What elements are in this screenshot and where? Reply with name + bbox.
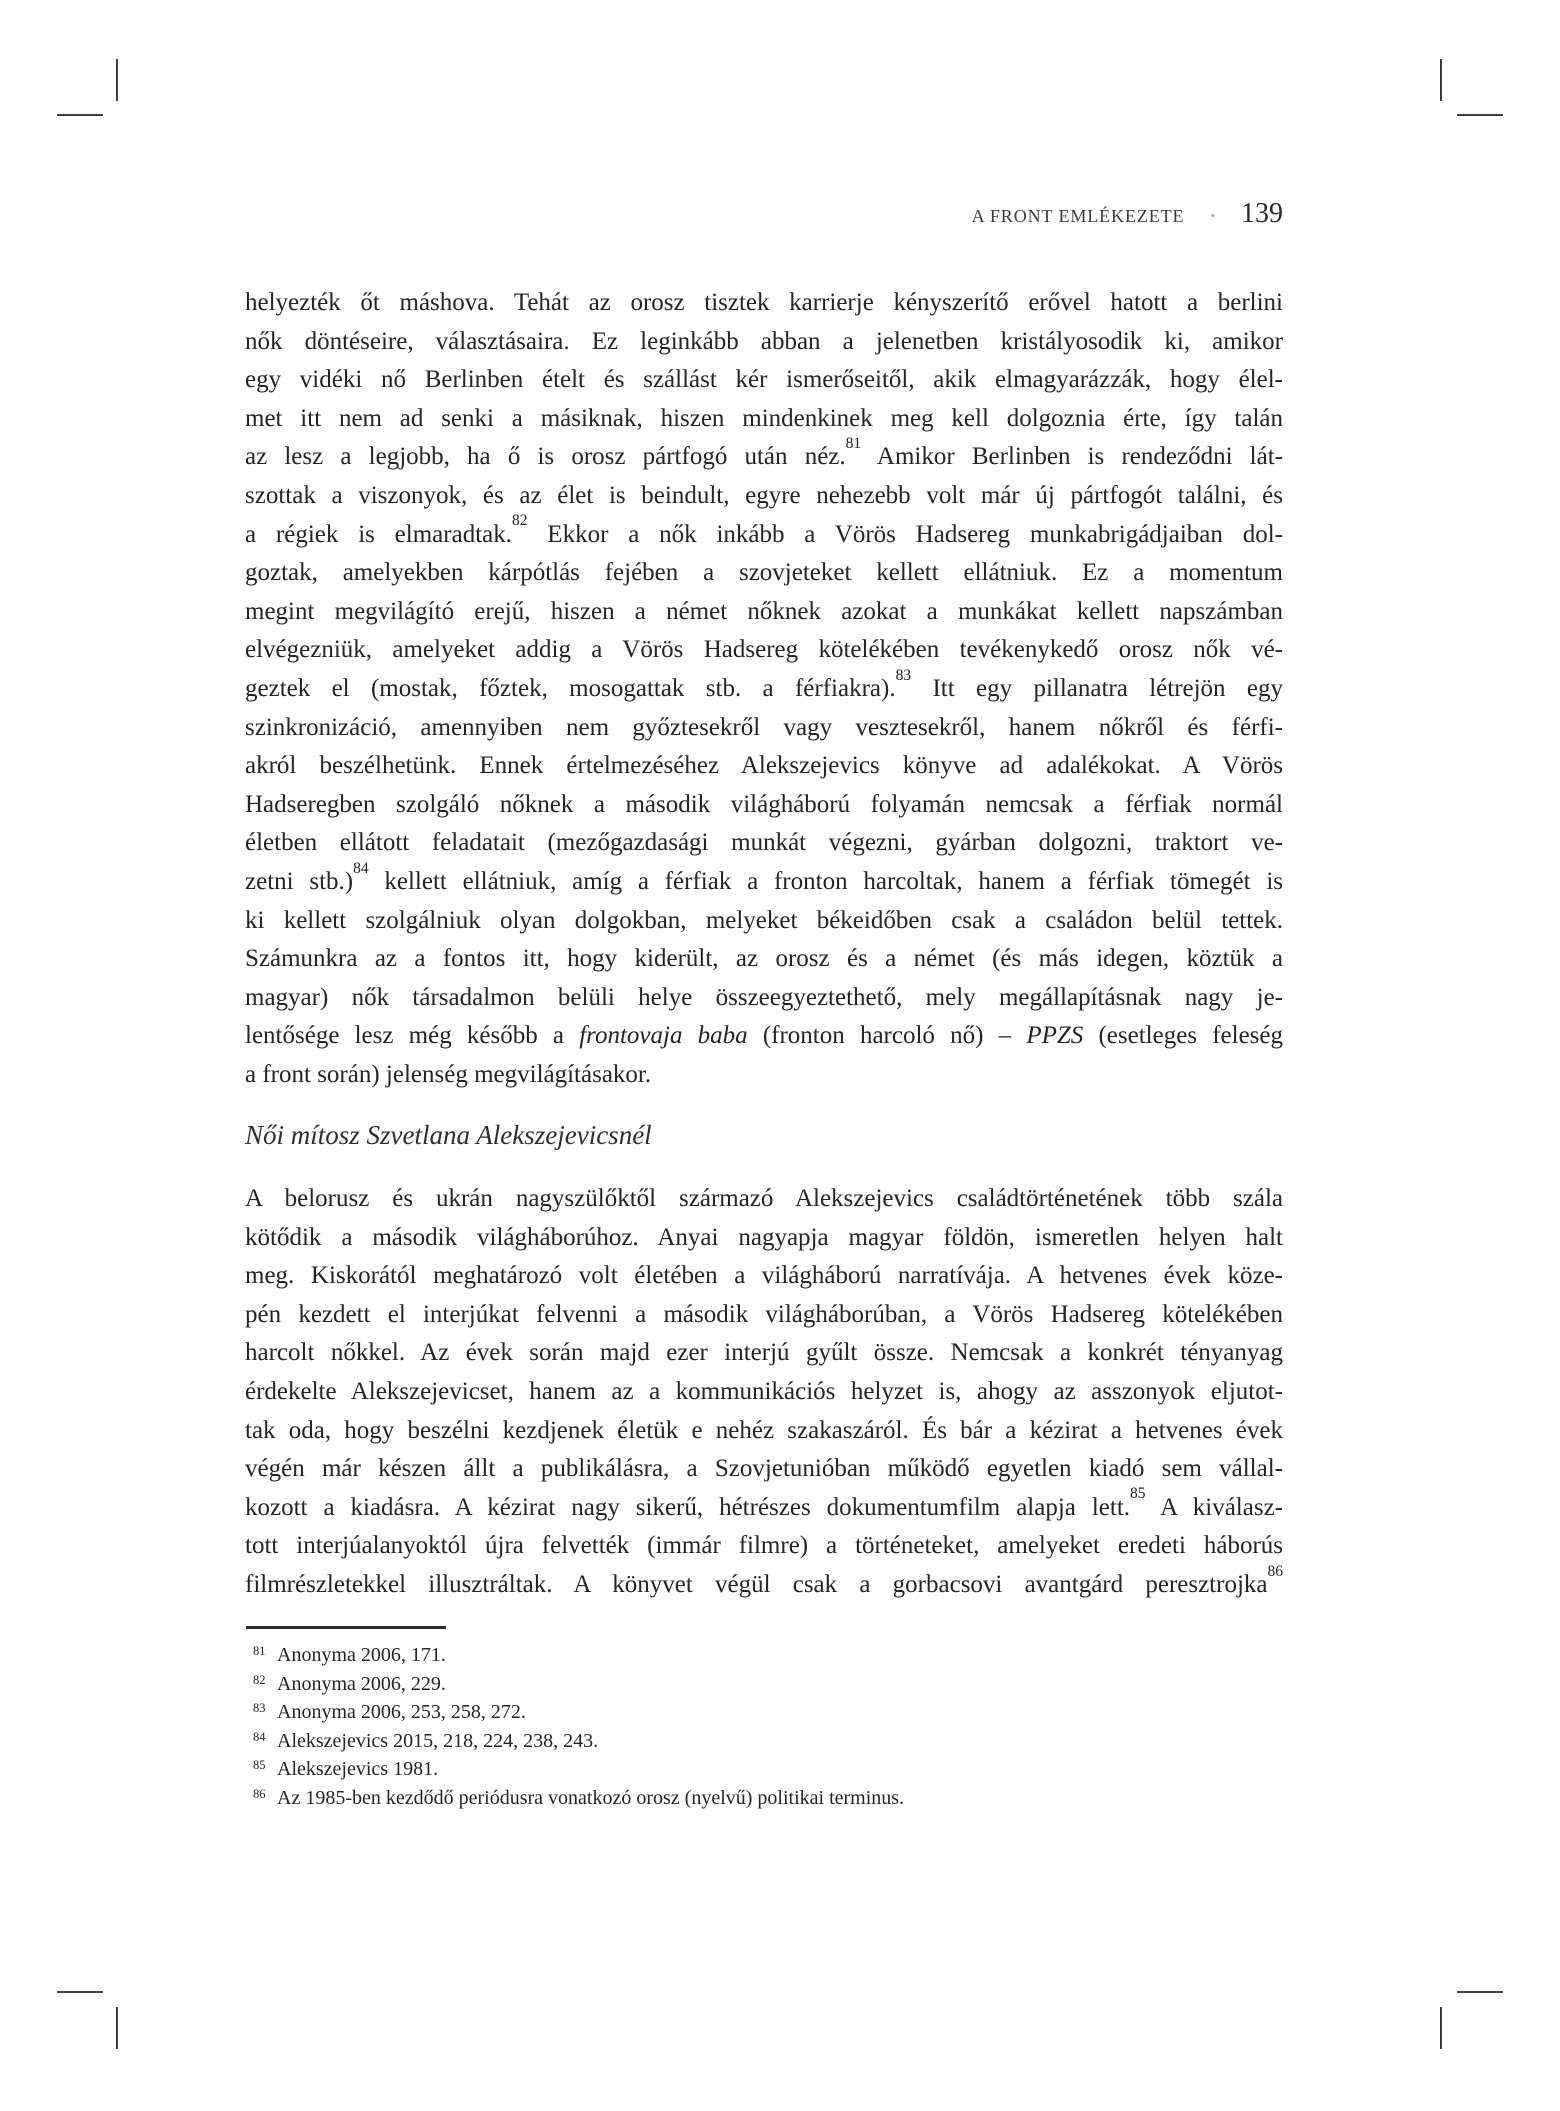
footnote-ref: 83 xyxy=(895,666,912,684)
text-run: helyezték őt máshova. Tehát az orosz tisztek karrierje kényszerítő erővel hatott a berlini xyxy=(245,289,1283,316)
text-line xyxy=(245,512,1283,555)
text-line xyxy=(245,435,1283,477)
text-run: kötődik a második világháborúhoz. Anyai nagyapja magyar földön, ismeretlen helyen halt xyxy=(245,1223,1283,1251)
footnote xyxy=(245,1641,1283,1670)
footnotes xyxy=(245,1641,1283,1812)
text-run: egy vidéki nő Berlinben ételt és szállást kér ismerőseitől, akik elmagyarázzák, hogy élel- xyxy=(245,366,1283,394)
text-line xyxy=(245,902,1283,941)
text-line xyxy=(245,747,1283,786)
text-line xyxy=(245,361,1283,400)
footnote-number: 81 xyxy=(253,1644,266,1658)
running-head-title: A FRONT EMLÉKEZETE xyxy=(971,206,1185,226)
text-run: pén kezdett el interjúkat felvenni a második világháborúban, a Vörös Hadsereg kötelékében xyxy=(245,1300,1283,1328)
footnote-ref: 86 xyxy=(1267,1562,1283,1580)
footnote-number: 84 xyxy=(253,1729,266,1744)
footnote-text: Az 1985-ben kezdődő periódusra vonatkozó orosz (nyelvű) politikai terminus. xyxy=(277,1786,905,1809)
text-line xyxy=(245,1485,1283,1528)
crop-mark-top-left-vertical xyxy=(116,59,118,101)
text-run: Hadseregben szolgáló nőknek a második világháború folyamán nemcsak a férfiak normál xyxy=(245,790,1283,818)
crop-mark-bottom-left-vertical xyxy=(116,2007,118,2049)
footnote-number: 82 xyxy=(253,1672,266,1687)
italic-text: PPZS xyxy=(1026,1022,1084,1050)
footnote-separator-rule xyxy=(246,1626,446,1629)
footnote-ref: 85 xyxy=(1130,1485,1146,1503)
footnote xyxy=(245,1755,1283,1784)
text-run: Számunkra az a fontos itt, hogy kiderült, az orosz és a német (és más idegen, köztük a xyxy=(245,945,1283,973)
text-line xyxy=(245,940,1283,979)
paragraph-2 xyxy=(245,1180,1283,1605)
text-run: szottak a viszonyok, és az élet is beindult, egyre nehezebb volt már új pártfogót találni, és xyxy=(245,481,1283,509)
text-run: harcolt nőkkel. Az évek során majd ezer interjú gyűlt össze. Nemcsak a konkrét tényanyag xyxy=(245,1339,1283,1367)
text-run: szinkronizáció, amennyiben nem győztesekről vagy vesztesekről, hanem nőkről és férfi- xyxy=(245,713,1283,741)
paragraph-1 xyxy=(245,284,1283,1094)
text-line xyxy=(245,284,1283,323)
footnote-ref: 81 xyxy=(845,435,862,453)
footnote-text: Anonyma 2006, 253, 258, 272. xyxy=(277,1701,526,1723)
footnote-number: 86 xyxy=(253,1786,266,1801)
text-run: nők döntéseire, választásaira. Ez leginkább abban a jelenetben kristályosodik ki, amikor xyxy=(245,327,1283,355)
text-line xyxy=(245,554,1283,593)
bullet-separator-icon: • xyxy=(1210,208,1215,223)
text-line xyxy=(245,666,1284,709)
italic-text: frontovaja baba xyxy=(579,1022,748,1050)
footnote xyxy=(245,1670,1283,1699)
section-heading: Női mítosz Szvetlana Alekszejevicsnél xyxy=(245,1120,652,1150)
text-line xyxy=(245,593,1283,632)
text-run: érdekelte Alekszejevicset, hanem az a kommunikációs helyzet is, ahogy az asszonyok eljutot- xyxy=(245,1377,1283,1405)
text-line xyxy=(245,1334,1283,1373)
text-run: akról beszélhetünk. Ennek értelmezéséhez Alekszejevics könyve ad adalékokat. A Vörös xyxy=(245,752,1283,780)
text-line xyxy=(245,1450,1283,1489)
text-line xyxy=(245,1296,1283,1335)
text-run: tott interjúalanyoktól újra felvették (immár filmre) a történeteket, amelyeket eredeti háborús xyxy=(245,1532,1283,1560)
page-number: 139 xyxy=(1241,198,1283,229)
text-run: zetni stb.) xyxy=(245,867,354,895)
text-line xyxy=(245,400,1283,439)
text-run: a front során) jelenség megvilágításakor. xyxy=(245,1060,652,1088)
text-run: (fronton harcoló nő) – xyxy=(747,1022,1027,1050)
text-run: Itt egy pillanatra létrejön egy xyxy=(911,674,1284,702)
text-run: az lesz a legjobb, ha ő is orosz pártfogó után néz. xyxy=(245,443,846,471)
crop-mark-bottom-right-horizontal xyxy=(1457,1991,1503,1993)
crop-mark-top-right-vertical xyxy=(1440,59,1442,101)
text-run: goztak, amelyekben kárpótlás fejében a szovjeteket kellett ellátniuk. Ez a momentum xyxy=(245,559,1283,587)
footnote-text: Alekszejevics 2015, 218, 224, 238, 243. xyxy=(277,1729,599,1752)
text-run: kellett ellátniuk, amíg a férfiak a fronton harcoltak, hanem a férfiak tömegét is xyxy=(368,867,1283,895)
text-run: a régiek is elmaradtak. xyxy=(245,520,512,548)
text-run: tak oda, hogy beszélni kezdjenek életük e nehéz szakaszáról. És bár a kézirat a hetvenes évek xyxy=(245,1416,1283,1444)
text-line xyxy=(245,1017,1283,1056)
crop-mark-top-left-horizontal xyxy=(57,114,103,116)
text-run: A kiválasz- xyxy=(1145,1493,1283,1521)
text-run: A belorusz és ukrán nagyszülőktől származó Alekszejevics családtörténetének több szála xyxy=(245,1185,1283,1212)
text-run: elvégezniük, amelyeket addig a Vörös Hadsereg kötelékében tevékenykedő orosz nők vé- xyxy=(245,636,1283,664)
footnote-number: 85 xyxy=(253,1758,266,1772)
text-run: met itt nem ad senki a másiknak, hiszen mindenkinek meg kell dolgoznia érte, így talán xyxy=(245,404,1283,432)
text-line xyxy=(245,631,1283,670)
text-line xyxy=(245,1180,1283,1219)
text-run: ki kellett szolgálniuk olyan dolgokban, melyeket békeidőben csak a családon belül tettek. xyxy=(245,906,1283,934)
footnote-ref: 82 xyxy=(511,512,528,530)
text-line xyxy=(245,786,1283,825)
text-run: Ekkor a nők inkább a Vörös Hadsereg munkabrigádjaiban dol- xyxy=(527,520,1283,548)
crop-mark-bottom-left-horizontal xyxy=(57,1991,103,1993)
text-run: kozott a kiadásra. A kézirat nagy sikerű, hétrészes dokumentumfilm alapja lett. xyxy=(245,1493,1131,1521)
crop-mark-bottom-right-vertical xyxy=(1440,2007,1442,2049)
footnote-text: Anonyma 2006, 171. xyxy=(277,1644,446,1666)
text-run: magyar) nők társadalmon belüli helye összeegyeztethető, mely megállapításnak nagy je- xyxy=(245,983,1283,1011)
text-line xyxy=(245,323,1283,362)
text-run: filmrészletekkel illusztráltak. A könyvet végül csak a gorbacsovi avantgárd peresztrojka xyxy=(245,1570,1268,1598)
text-line xyxy=(245,477,1283,516)
text-run: megint megvilágító erejű, hiszen a német nőknek azokat a munkákat kellett napszámban xyxy=(245,597,1283,625)
text-line xyxy=(245,1257,1283,1296)
footnote-text: Alekszejevics 1981. xyxy=(277,1758,439,1780)
text-line xyxy=(245,824,1283,863)
text-line xyxy=(245,1527,1283,1566)
text-line xyxy=(245,1412,1283,1451)
footnote-number: 83 xyxy=(253,1701,266,1715)
text-line xyxy=(245,1562,1283,1605)
text-run: (esetleges feleség xyxy=(1083,1022,1283,1050)
footnote xyxy=(245,1698,1283,1727)
footnote-text: Anonyma 2006, 229. xyxy=(277,1672,446,1695)
footnote xyxy=(245,1727,1283,1756)
crop-mark-top-right-horizontal xyxy=(1457,114,1503,116)
text-line xyxy=(245,1373,1283,1412)
text-run: végén már készen állt a publikálásra, a Szovjetunióban működő egyetlen kiadó sem vállal- xyxy=(245,1455,1283,1483)
text-line xyxy=(245,859,1283,902)
text-run: geztek el (mostak, főztek, mosogattak stb. a férfiakra). xyxy=(245,674,896,702)
text-run: meg. Kiskorától meghatározó volt életében a világháború narratívája. A hetvenes évek köze- xyxy=(245,1262,1283,1290)
text-line xyxy=(245,1056,1283,1095)
text-run: életben ellátott feladatait (mezőgazdasági munkát végezni, gyárban dolgozni, traktort ve- xyxy=(245,829,1283,857)
text-run: lentősége lesz még később a xyxy=(245,1022,580,1050)
footnote-ref: 84 xyxy=(353,859,369,877)
text-line xyxy=(245,979,1283,1018)
footnote xyxy=(245,1784,1283,1813)
text-run: Amikor Berlinben is rendeződni lát- xyxy=(861,443,1283,471)
text-line xyxy=(245,709,1283,748)
running-head xyxy=(245,198,1283,230)
text-line xyxy=(245,1219,1283,1258)
